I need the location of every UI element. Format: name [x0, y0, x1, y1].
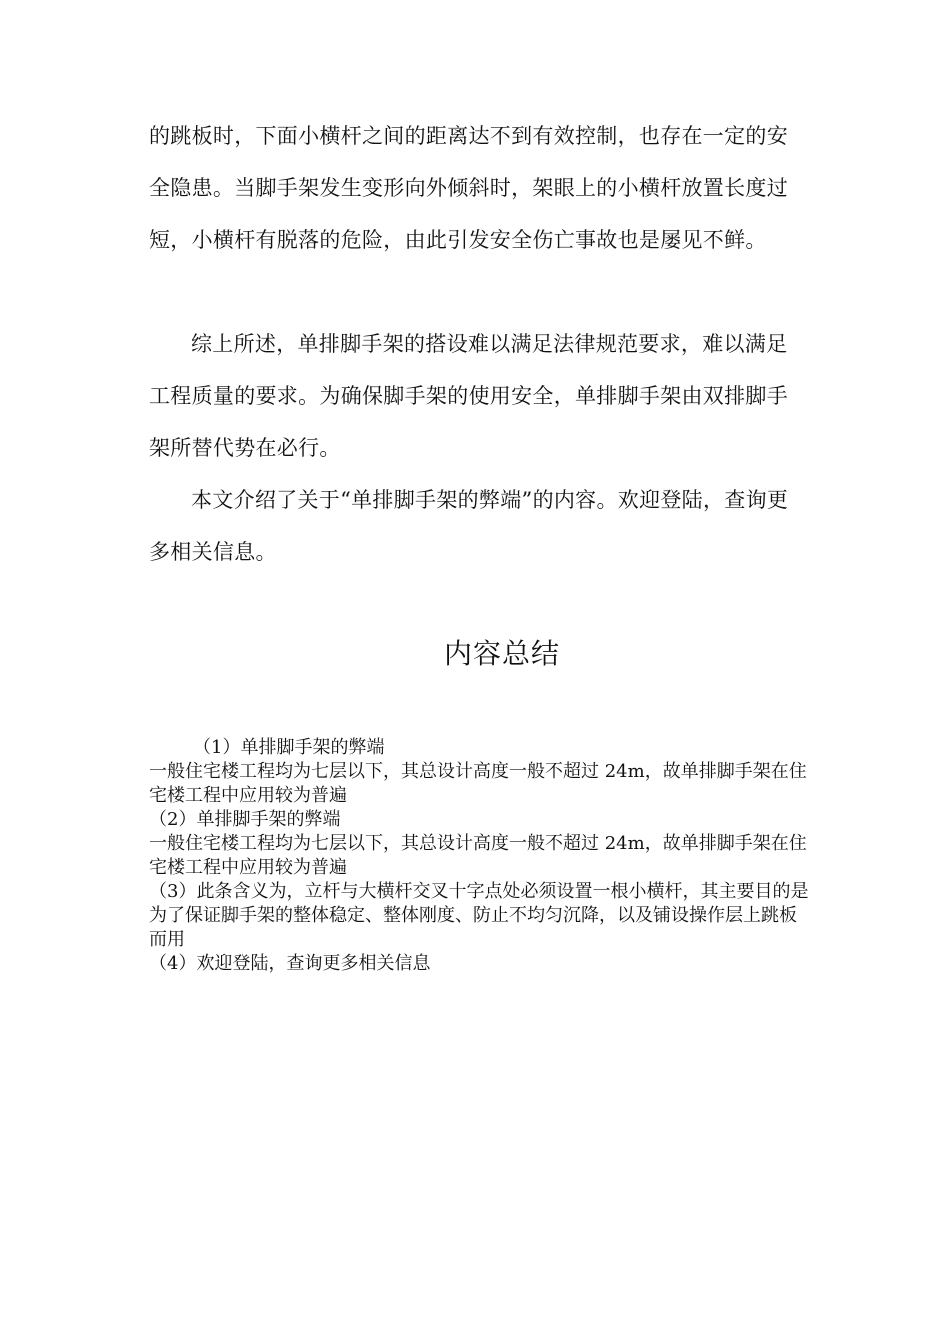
summary-list: [149, 736, 809, 976]
summary-title: 内容总结: [443, 637, 560, 670]
summary-line-2: 一般住宅楼工程均为七层以下，其总设计高度一般不超过 24m，故单排脚手架在住宅楼工程中应用较为普遍: [149, 761, 807, 806]
body-paragraph-2: 综上所述，单排脚手架的搭设难以满足法律规范要求，难以满足工程质量的要求。为确保脚手架的使用安全，单排脚手架由双排脚手架所替代势在必行。: [149, 332, 788, 460]
summary-line-1: （1）单排脚手架的弊端: [193, 737, 385, 758]
summary-line-3: （2）单排脚手架的弊端: [149, 809, 341, 830]
summary-line-5: （3）此条含义为，立杆与大横杆交叉十字点处必须设置一根小横杆，其主要目的是为了保证脚手架的整体稳定、整体刚度、防止不均匀沉降，以及铺设操作层上跳板而用: [149, 881, 809, 950]
body-paragraph-1: 的跳板时，下面小横杆之间的距离达不到有效控制，也存在一定的安全隐患。当脚手架发生变形向外倾斜时，架眼上的小横杆放置长度过短，小横杆有脱落的危险，由此引发安全伤亡事故也是屡见不鲜。: [149, 124, 788, 252]
summary-line-6: （4）欢迎登陆，查询更多相关信息: [149, 953, 431, 974]
summary-line-4: 一般住宅楼工程均为七层以下，其总设计高度一般不超过 24m，故单排脚手架在住宅楼工程中应用较为普遍: [149, 833, 807, 878]
body-paragraph-3: 本文介绍了关于“单排脚手架的弊端”的内容。欢迎登陆，查询更多相关信息。: [149, 488, 789, 564]
